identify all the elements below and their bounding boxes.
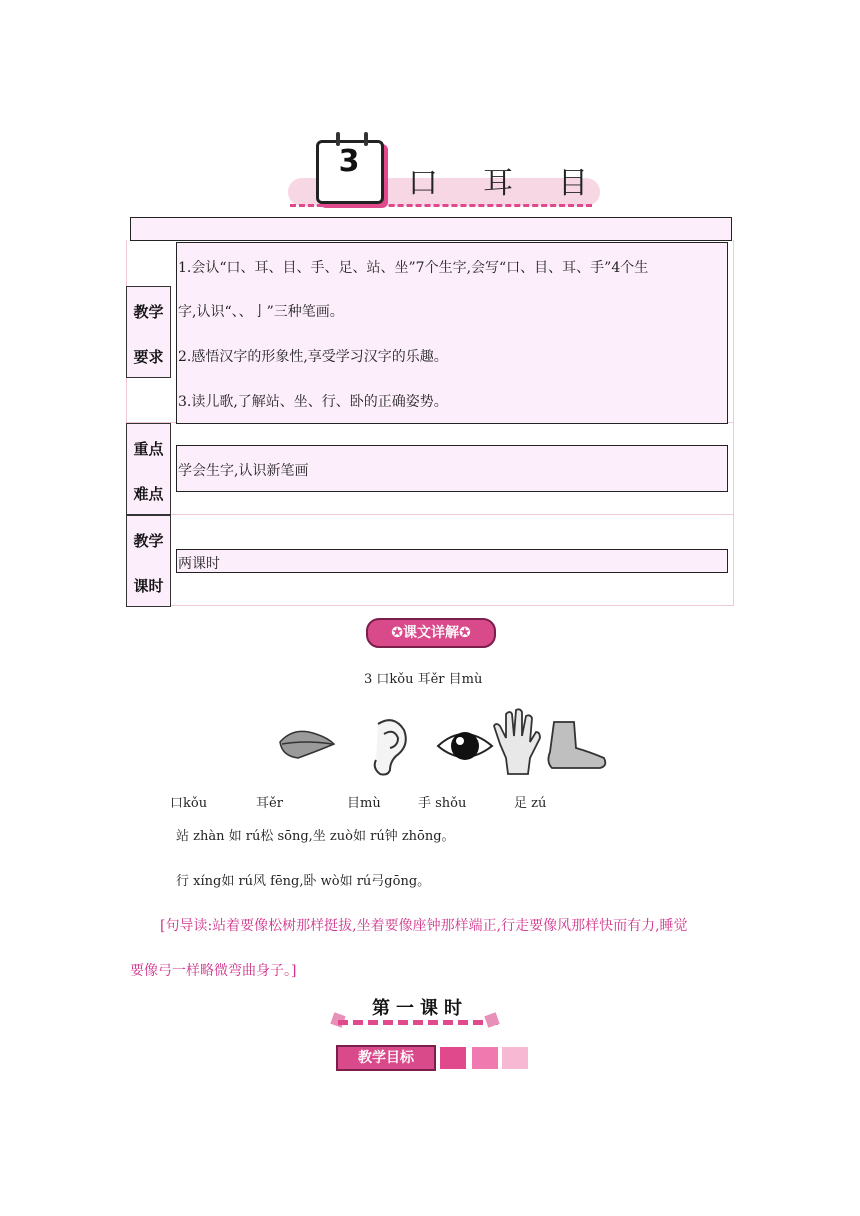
deco-square	[502, 1047, 528, 1069]
table-header-bar	[130, 217, 732, 241]
guide-reading-line-2: 要像弓一样略微弯曲身子。]	[130, 963, 297, 979]
poem-line-2: 行 xíng如 rú风 fēng,卧 wò如 rú弓gōng。	[176, 874, 431, 889]
foot-icon	[544, 718, 608, 770]
table-row-divider	[126, 514, 734, 515]
label-class-hours	[126, 515, 171, 607]
table-border-right	[733, 240, 734, 606]
label-hand: 手 shǒu	[418, 796, 467, 811]
hand-icon	[490, 708, 542, 776]
goal-pill: 教学目标	[336, 1045, 436, 1071]
lesson-underline	[338, 1020, 498, 1025]
text-title: 3 口kǒu 耳ěr 目mù	[364, 672, 483, 687]
lesson-number: 3	[338, 144, 360, 179]
label-line: 重点	[133, 440, 164, 458]
deco-square	[472, 1047, 498, 1069]
class-hours-box	[176, 549, 728, 573]
label-line: 课时	[133, 577, 164, 595]
key-points-text: 学会生字,认识新笔画	[178, 463, 309, 479]
page-title	[408, 158, 588, 202]
label-line: 教学	[133, 532, 164, 550]
class-hours-text: 两课时	[178, 556, 220, 572]
label-eye: 目mù	[347, 796, 381, 811]
deco-square	[484, 1012, 499, 1027]
section-pill-text-explanation: ✪课文详解✪	[366, 618, 496, 648]
label-teaching-requirements	[126, 286, 171, 378]
guide-reading-line-1: [句导读:站着要像松树那样挺拔,坐着要像座钟那样端正,行走要像风那样快而有力,睡觉	[160, 918, 688, 934]
label-line: 难点	[133, 485, 164, 503]
label-line: 要求	[133, 348, 164, 366]
deco-square	[440, 1047, 466, 1069]
requirement-line: 2.感悟汉字的形象性,享受学习汉字的乐趣。	[178, 349, 448, 365]
requirement-line: 字,认识“、、亅”三种笔画。	[178, 304, 344, 320]
table-bottom	[126, 605, 734, 606]
label-line: 教学	[133, 303, 164, 321]
title-char-mu: 目	[558, 166, 588, 201]
lesson-heading: 第一课时	[372, 998, 468, 1019]
label-mouth: 口kǒu	[170, 796, 208, 811]
poem-line-1: 站 zhàn 如 rú松 sōng,坐 zuò如 rú钟 zhōng。	[176, 829, 455, 844]
title-char-er: 耳	[483, 166, 513, 201]
requirement-line: 3.读儿歌,了解站、坐、行、卧的正确姿势。	[178, 394, 448, 410]
eye-icon	[436, 722, 494, 768]
mouth-icon	[276, 722, 338, 768]
title-underline	[290, 204, 592, 207]
label-ear: 耳ěr	[256, 796, 283, 811]
requirement-line: 1.会认“口、耳、目、手、足、站、坐”7个生字,会写“口、目、耳、手”4个生	[178, 260, 649, 276]
label-foot: 足 zú	[514, 796, 547, 811]
label-key-points	[126, 423, 171, 515]
ear-icon	[366, 716, 410, 778]
title-char-kou: 口	[408, 166, 438, 201]
